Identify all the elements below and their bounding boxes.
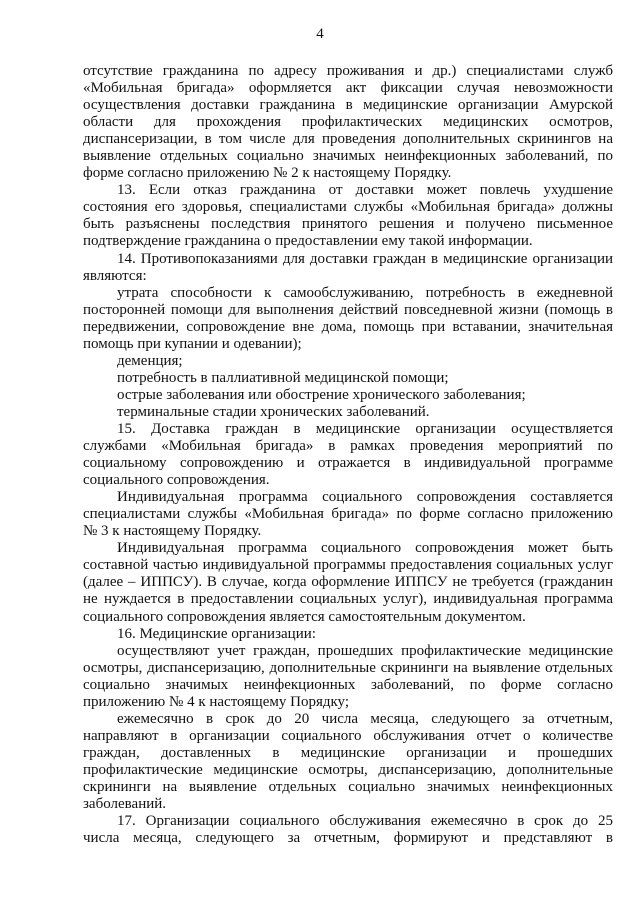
text-line: «Мобильная бригада» оформляется акт фиксации случая невозможности [83,80,613,97]
text-line: форме согласно приложению № 2 к настоящему Порядку. [83,165,452,182]
text-line: 16. Медицинские организации: [117,625,316,642]
text-line: службами «Мобильная бригада» в рамках проведения мероприятий по [83,438,613,455]
text-line: 15. Доставка граждан в медицинские организации осуществляется [117,420,613,437]
text-line: осмотры, диспансеризацию, дополнительные скрининги на выявление отдельных [83,659,613,676]
text-line: состояния его здоровья, специалистами службы «Мобильная бригада» должны [83,199,613,216]
text-line: граждан, доставленных в медицинские организации и прошедших [83,744,613,761]
text-line: профилактические медицинские осмотры, диспансеризацию, дополнительные [83,761,613,778]
text-line: отсутствие гражданина по адресу проживания и др.) специалистами служб [83,63,613,79]
text-line: скрининги на выявление отдельных социально значимых неинфекционных [83,778,613,795]
text-line: 17. Организации социального обслуживания ежемесячно в срок до 25 [117,813,613,830]
text-line: числа месяца, следующего за отчетным, формируют и представляют в [83,830,613,847]
text-line: посторонней помощи для выполнения действий повседневной жизни (помощь в [83,301,613,318]
text-line: потребность в паллиативной медицинской помощи; [117,369,449,386]
text-line: Индивидуальная программа социального сопровождения может быть [117,540,613,557]
text-line: № 3 к настоящему Порядку. [83,523,262,540]
text-line: 14. Противопоказаниями для доставки граждан в медицинские организации [117,250,613,267]
text-line: осуществляют учет граждан, прошедших профилактические медицинские [117,642,613,659]
text-line: социального сопровождения является самостоятельным документом. [83,608,526,625]
text-line: социально значимых неинфекционных заболеваний, по форме согласно [83,676,613,693]
text-line: 13. Если отказ гражданина от доставки может повлечь ухудшение [117,182,613,199]
text-line: передвижении, сопровождение вне дома, помощь при вставании, значительная [83,318,613,335]
text-line: области для прохождения профилактических медицинских осмотров, [83,114,613,131]
text-line: быть разъяснены последствия принятого решения и получено письменное [83,216,613,233]
text-line: приложению № 4 к настоящему Порядку; [83,693,350,710]
text-line: ежемесячно в срок до 20 числа месяца, следующего за отчетным, [117,710,613,727]
text-line: выявление отдельных социально значимых неинфекционных заболеваний, по [83,148,613,165]
text-line: направляют в организации социального обслуживания отчет о количестве [83,727,613,744]
text-line: подтверждение гражданина о предоставлении ему такой информации. [83,233,533,250]
text-line: социального сопровождения. [83,472,270,489]
text-line: помощь при купании и одевании); [83,335,302,352]
text-line: заболеваний. [83,796,167,813]
text-line: диспансеризации, в том числе для проведения дополнительных скринингов на [83,131,613,148]
text-line: социальному сопровождению и отражается в индивидуальной программе [83,455,613,472]
text-line: являются: [83,267,147,284]
text-line: составной частью индивидуальной программы предоставления социальных услуг [83,557,613,574]
text-line: специалистами службы «Мобильная бригада» по форме согласно приложению [83,506,613,523]
text-line: острые заболевания или обострение хронического заболевания; [117,386,526,403]
text-line: терминальные стадии хронических заболеваний. [117,403,430,420]
text-line: (далее – ИППСУ). В случае, когда оформление ИППСУ не требуется (гражданин [83,574,613,591]
text-line: Индивидуальная программа социального сопровождения составляется [117,489,613,506]
document-body [83,63,613,847]
text-line: осуществления доставки гражданина в медицинские организации Амурской [83,97,613,114]
text-line: не нуждается в предоставлении социальных услуг), индивидуальная программа [83,591,613,608]
text-line: деменция; [117,352,183,369]
page-number: 4 [316,26,324,42]
text-line: утрата способности к самообслуживанию, потребность в ежедневной [117,284,613,301]
